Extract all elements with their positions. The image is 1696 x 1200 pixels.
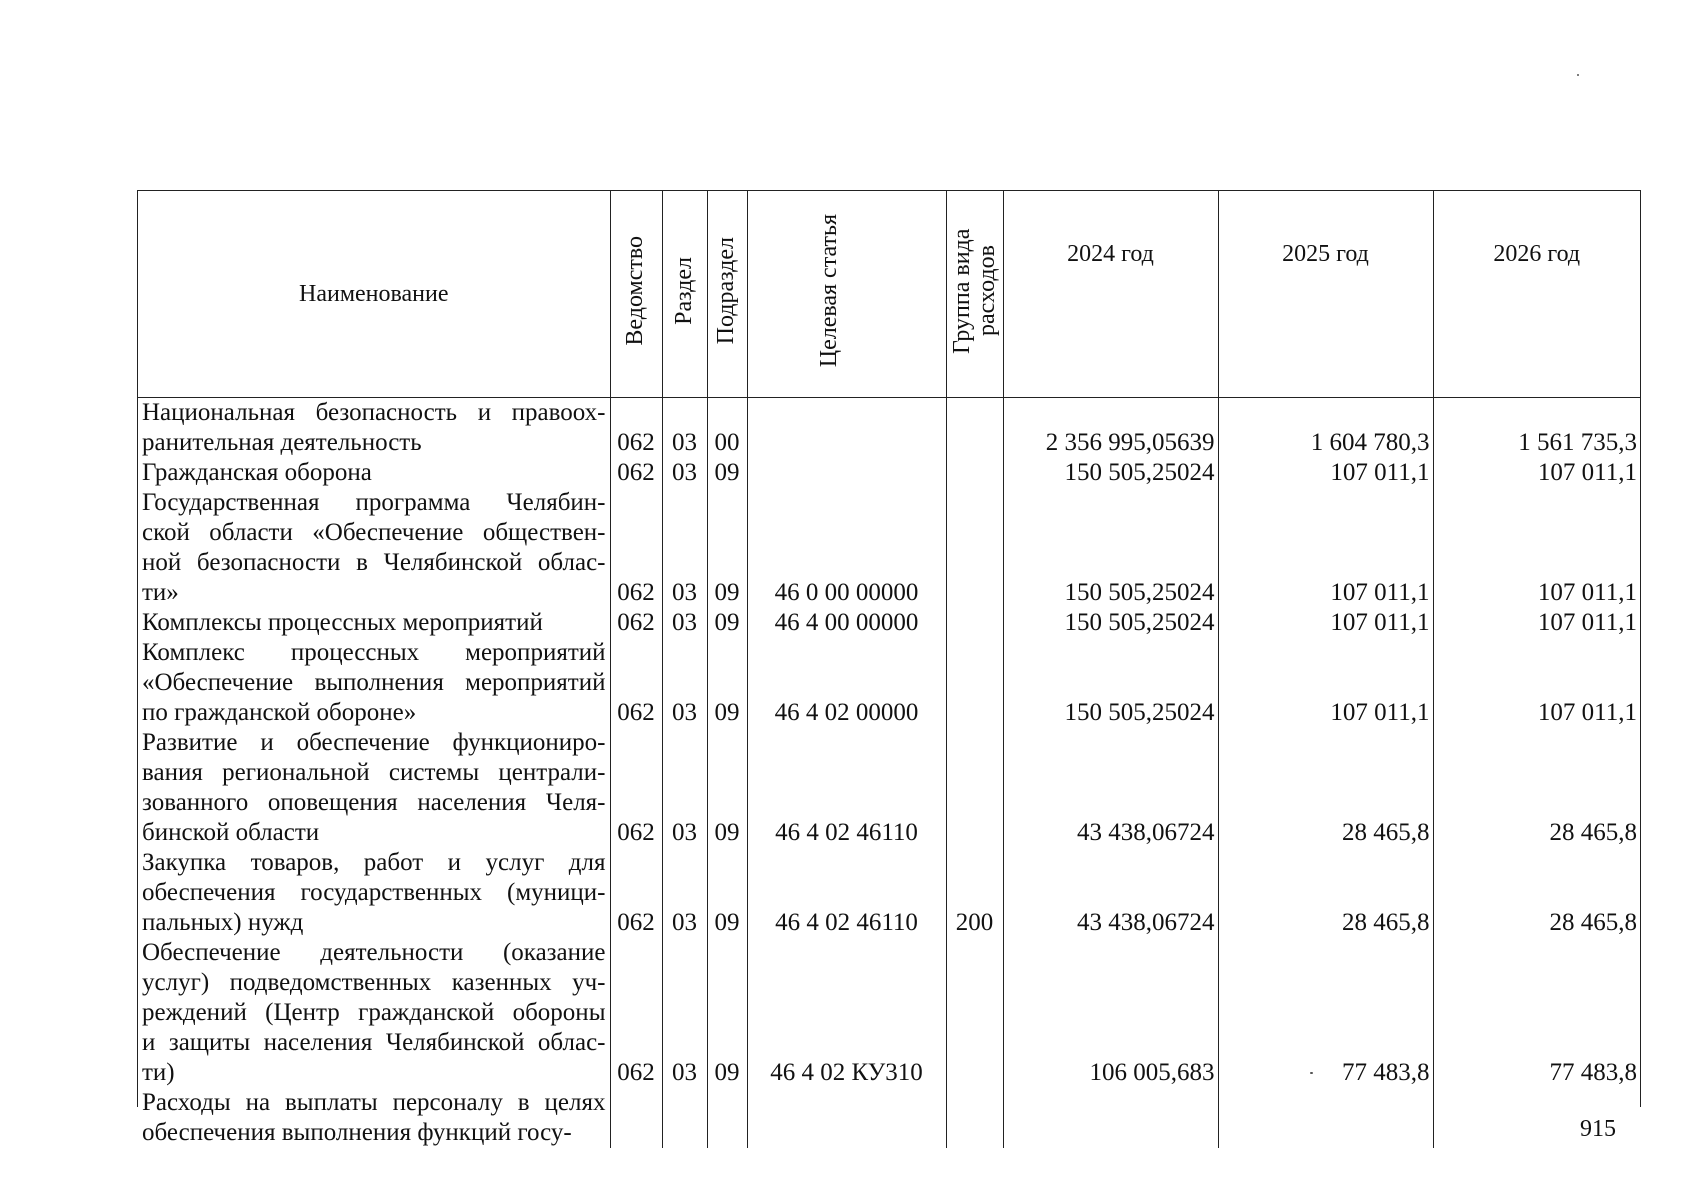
table-row <box>138 728 1640 848</box>
row-name-line: ранительная деятельность <box>142 429 422 456</box>
razdel-cell: 03 <box>662 398 707 459</box>
header-podrazdel: Подраздел <box>707 191 747 398</box>
ved-cell: 062 <box>610 398 662 459</box>
amount-2025-cell: 77 483,8 <box>1218 938 1433 1088</box>
amount-2026-cell: 1 561 735,3 <box>1433 398 1640 459</box>
row-name-cell <box>138 398 610 459</box>
ved-cell <box>610 1088 662 1148</box>
row-name-line: Государственная программа Челябин- <box>142 489 606 516</box>
header-celevaya-statya: Целевая статья <box>747 191 946 398</box>
row-name-line: обеспечения государственных (муници- <box>142 879 606 906</box>
gruppa-cell <box>946 608 1003 638</box>
row-name-line: вания региональной системы централи- <box>142 759 606 786</box>
amount-2024-cell: 150 505,25024 <box>1003 488 1218 608</box>
razdel-cell: 03 <box>662 458 707 488</box>
page-number: 915 <box>1580 1116 1616 1142</box>
ved-cell: 062 <box>610 608 662 638</box>
amount-2024-cell: 43 438,06724 <box>1003 848 1218 938</box>
celevaya-statya-cell <box>747 458 946 488</box>
table-body <box>138 398 1640 1149</box>
budget-table <box>138 191 1640 1148</box>
podrazdel-cell: 09 <box>707 848 747 938</box>
amount-2025-cell: 28 465,8 <box>1218 728 1433 848</box>
table-row <box>138 938 1640 1088</box>
celevaya-statya-cell: 46 4 02 46110 <box>747 728 946 848</box>
row-name-line: ской области «Обеспечение обществен- <box>142 519 606 546</box>
gruppa-cell: 200 <box>946 848 1003 938</box>
razdel-cell: 03 <box>662 488 707 608</box>
podrazdel-cell: 09 <box>707 728 747 848</box>
table-row <box>138 848 1640 938</box>
row-name-line: реждений (Центр гражданской обороны <box>142 999 606 1026</box>
celevaya-statya-cell: 46 4 02 00000 <box>747 638 946 728</box>
row-name-line: ти» <box>142 579 179 606</box>
budget-table-frame <box>137 190 1641 1146</box>
ved-cell: 062 <box>610 458 662 488</box>
podrazdel-cell: 09 <box>707 938 747 1088</box>
table-row <box>138 458 1640 488</box>
amount-2026-cell: 77 483,8 <box>1433 938 1640 1088</box>
header-2025: 2025 год <box>1218 191 1433 398</box>
header-2026: 2026 год <box>1433 191 1640 398</box>
row-name-cell <box>138 938 610 1088</box>
gruppa-cell <box>946 638 1003 728</box>
row-name-cell <box>138 458 610 488</box>
row-name-cell <box>138 488 610 608</box>
row-name-line: Гражданская оборона <box>142 459 372 486</box>
row-name-line: Закупка товаров, работ и услуг для <box>142 849 606 876</box>
razdel-cell: 03 <box>662 728 707 848</box>
table-row <box>138 608 1640 638</box>
row-name-line: Комплексы процессных мероприятий <box>142 609 543 636</box>
razdel-cell: 03 <box>662 638 707 728</box>
row-name-line: ти) <box>142 1059 175 1086</box>
amount-2026-cell: 107 011,1 <box>1433 488 1640 608</box>
gruppa-cell <box>946 938 1003 1088</box>
celevaya-statya-cell: 46 4 02 46110 <box>747 848 946 938</box>
row-name-cell <box>138 728 610 848</box>
row-name-line: Национальная безопасность и правоох- <box>142 399 606 426</box>
amount-2025-cell: 107 011,1 <box>1218 458 1433 488</box>
row-name-line: Обеспечение деятельности (оказание <box>142 939 606 966</box>
table-row <box>138 1088 1640 1148</box>
razdel-cell: 03 <box>662 938 707 1088</box>
amount-2024-cell: 106 005,683 <box>1003 938 1218 1088</box>
row-name-cell <box>138 848 610 938</box>
header-razdel: Раздел <box>662 191 707 398</box>
row-name-cell <box>138 608 610 638</box>
row-name-line: «Обеспечение выполнения мероприятий <box>142 669 606 696</box>
ved-cell: 062 <box>610 728 662 848</box>
row-name-line: пальных) нужд <box>142 909 304 936</box>
row-name-line: услуг) подведомственных казенных уч- <box>142 969 606 996</box>
row-name-cell <box>138 1088 610 1148</box>
gruppa-cell <box>946 398 1003 459</box>
amount-2024-cell: 150 505,25024 <box>1003 638 1218 728</box>
gruppa-cell <box>946 488 1003 608</box>
amount-2024-cell <box>1003 1088 1218 1148</box>
amount-2025-cell: 107 011,1 <box>1218 638 1433 728</box>
gruppa-cell <box>946 1088 1003 1148</box>
row-name-line: и защиты населения Челябинской облас- <box>142 1029 606 1056</box>
celevaya-statya-cell: 46 4 02 КУ310 <box>747 938 946 1088</box>
podrazdel-cell <box>707 1088 747 1148</box>
amount-2026-cell: 28 465,8 <box>1433 728 1640 848</box>
gruppa-cell <box>946 458 1003 488</box>
celevaya-statya-cell: 46 4 00 00000 <box>747 608 946 638</box>
amount-2024-cell: 43 438,06724 <box>1003 728 1218 848</box>
amount-2024-cell: 2 356 995,05639 <box>1003 398 1218 459</box>
ved-cell: 062 <box>610 638 662 728</box>
amount-2025-cell: 107 011,1 <box>1218 608 1433 638</box>
amount-2026-cell: 28 465,8 <box>1433 848 1640 938</box>
header-2024: 2024 год <box>1003 191 1218 398</box>
row-name-cell <box>138 638 610 728</box>
row-name-line: ной безопасности в Челябинской облас- <box>142 549 606 576</box>
header-gruppa-vida-rashodov: Группа вида расходов <box>946 191 1003 398</box>
podrazdel-cell: 09 <box>707 458 747 488</box>
ved-cell: 062 <box>610 488 662 608</box>
table-header <box>138 191 1640 398</box>
razdel-cell <box>662 1088 707 1148</box>
amount-2024-cell: 150 505,25024 <box>1003 608 1218 638</box>
header-name: Наименование <box>138 191 610 398</box>
podrazdel-cell: 00 <box>707 398 747 459</box>
row-name-line: бинской области <box>142 819 320 846</box>
row-name-line: Расходы на выплаты персоналу в целях <box>142 1089 606 1116</box>
scan-speck <box>1310 1072 1313 1074</box>
podrazdel-cell: 09 <box>707 488 747 608</box>
amount-2025-cell: 107 011,1 <box>1218 488 1433 608</box>
podrazdel-cell: 09 <box>707 608 747 638</box>
gruppa-cell <box>946 728 1003 848</box>
razdel-cell: 03 <box>662 848 707 938</box>
razdel-cell: 03 <box>662 608 707 638</box>
amount-2026-cell: 107 011,1 <box>1433 458 1640 488</box>
table-row <box>138 398 1640 459</box>
ved-cell: 062 <box>610 848 662 938</box>
row-name-line: Развитие и обеспечение функциониро- <box>142 729 606 756</box>
amount-2024-cell: 150 505,25024 <box>1003 458 1218 488</box>
amount-2025-cell <box>1218 1088 1433 1148</box>
amount-2025-cell: 1 604 780,3 <box>1218 398 1433 459</box>
table-row <box>138 638 1640 728</box>
amount-2026-cell: 107 011,1 <box>1433 638 1640 728</box>
table-row <box>138 488 1640 608</box>
celevaya-statya-cell <box>747 1088 946 1148</box>
amount-2026-cell: 107 011,1 <box>1433 608 1640 638</box>
row-name-line: обеспечения выполнения функций госу- <box>142 1119 572 1146</box>
row-name-line: по гражданской обороне» <box>142 699 417 726</box>
header-vedomstvo: Ведомство <box>610 191 662 398</box>
row-name-line: Комплекс процессных мероприятий <box>142 639 606 666</box>
celevaya-statya-cell: 46 0 00 00000 <box>747 488 946 608</box>
scan-speck <box>1577 74 1579 76</box>
row-name-line: зованного оповещения населения Челя- <box>142 789 606 816</box>
podrazdel-cell: 09 <box>707 638 747 728</box>
celevaya-statya-cell <box>747 398 946 459</box>
ved-cell: 062 <box>610 938 662 1088</box>
amount-2025-cell: 28 465,8 <box>1218 848 1433 938</box>
